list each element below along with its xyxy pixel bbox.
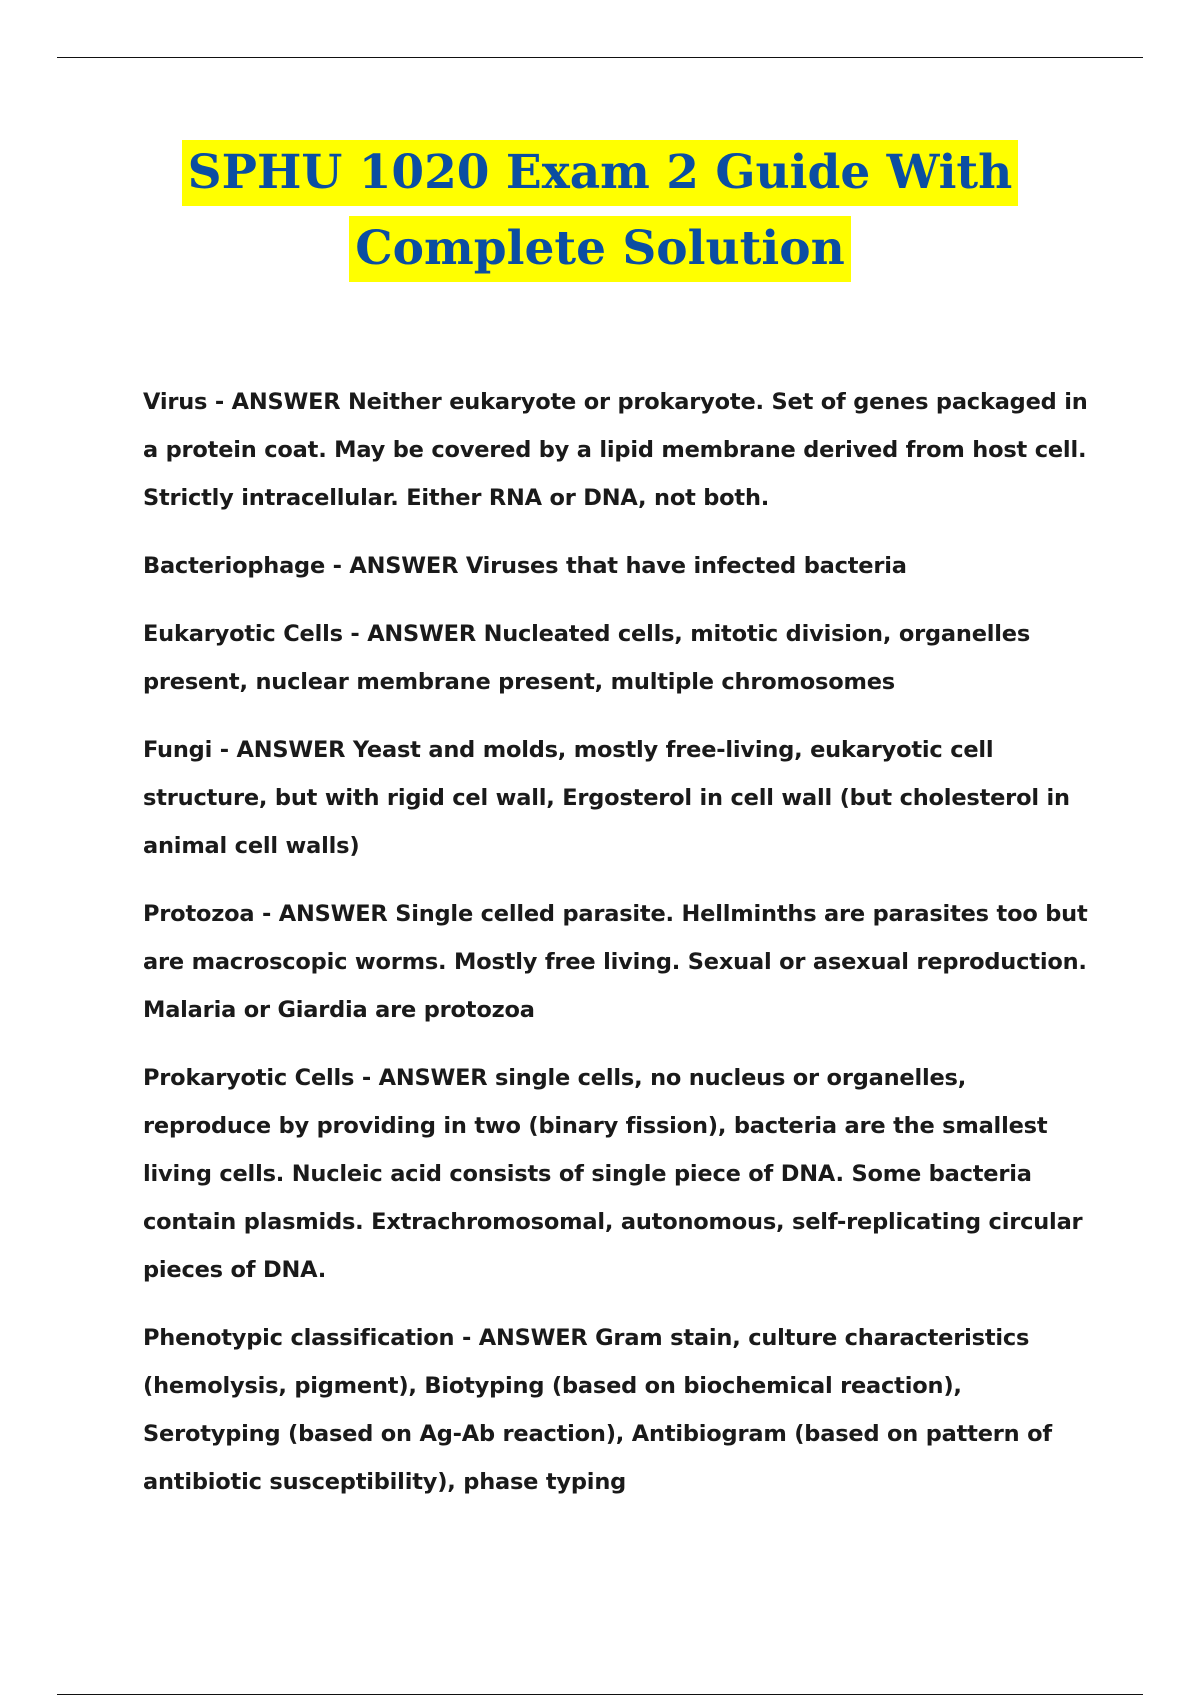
qa-entry-bacteriophage: Bacteriophage - ANSWER Viruses that have infected bacteria bbox=[143, 553, 907, 579]
qa-entry-virus: Virus - ANSWER Neither eukaryote or prokaryote. Set of genes packaged in a protein coat. May be covered by a lipid membrane derived from host cell. Strictly intracellular. Either RNA or DNA, not both. bbox=[143, 389, 1088, 511]
top-rule bbox=[57, 57, 1143, 58]
title-line-2: Complete Solution bbox=[349, 216, 850, 282]
qa-entry-fungi: Fungi - ANSWER Yeast and molds, mostly free-living, eukaryotic cell structure, but with rigid cel wall, Ergosterol in cell wall (but cholesterol in animal cell walls) bbox=[143, 737, 1070, 859]
qa-entry-protozoa: Protozoa - ANSWER Single celled parasite. Hellminths are parasites too but are macroscopic worms. Mostly free living. Sexual or asexual reproduction. Malaria or Giardia are protozoa bbox=[143, 901, 1088, 1023]
qa-list bbox=[143, 378, 1095, 1526]
qa-entry-eukaryotic-cells: Eukaryotic Cells - ANSWER Nucleated cells, mitotic division, organelles present, nuclear membrane present, multiple chromosomes bbox=[143, 621, 1031, 695]
title-line-1: SPHU 1020 Exam 2 Guide With bbox=[182, 140, 1019, 206]
qa-entry-phenotypic-classification: Phenotypic classification - ANSWER Gram stain, culture characteristics (hemolysis, pigment), Biotyping (based on biochemical reaction), Serotyping (based on Ag-Ab reaction), Antibiogram (based on pattern of antibiotic susceptibility), phase typing bbox=[143, 1325, 1052, 1495]
document-title bbox=[0, 140, 1200, 282]
qa-entry-prokaryotic-cells: Prokaryotic Cells - ANSWER single cells, no nucleus or organelles, reproduce by providing in two (binary fission), bacteria are the smallest living cells. Nucleic acid consists of single piece of DNA. Some bacteria contain plasmids. Extrachromosomal, autonomous, self-replicating circular pieces of DNA. bbox=[143, 1065, 1083, 1283]
bottom-rule bbox=[57, 1694, 1143, 1695]
